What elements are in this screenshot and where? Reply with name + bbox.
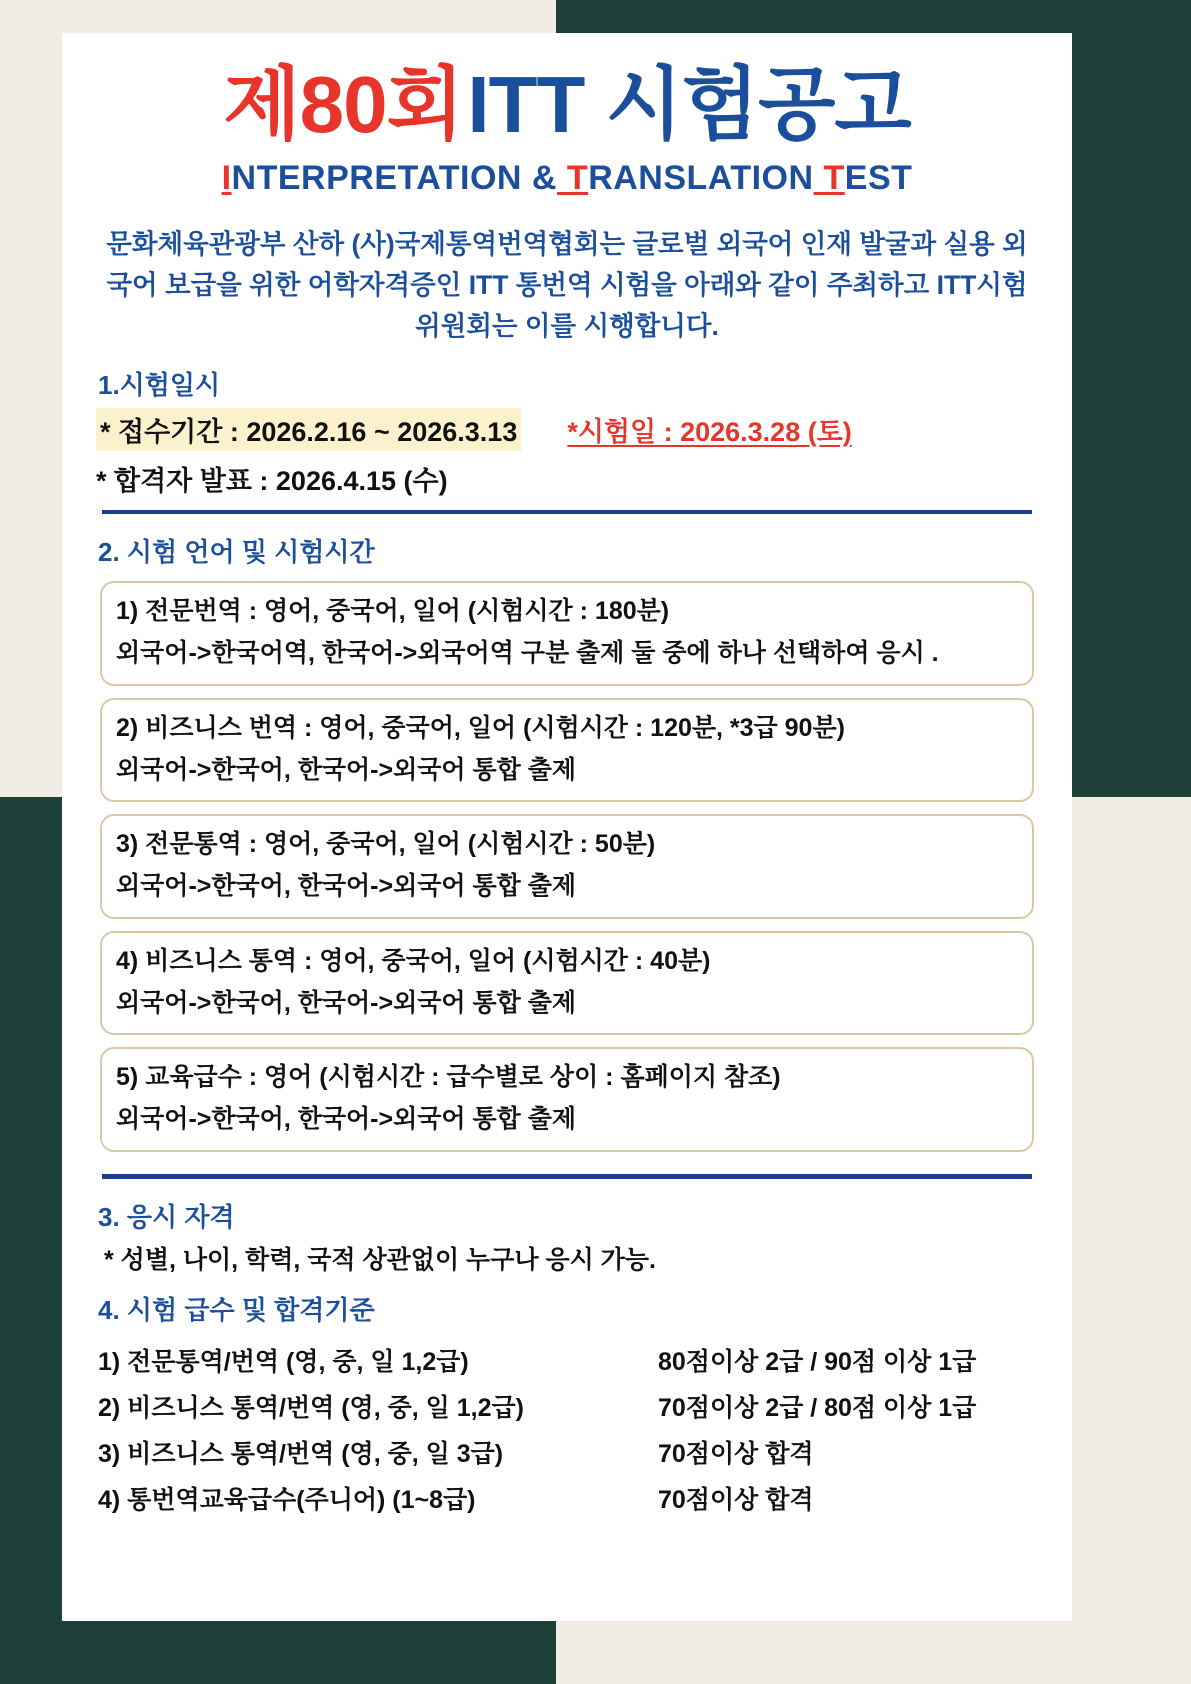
exam-date: *시험일 : 2026.3.28 (토) [567, 417, 852, 448]
result-announcement-date: * 합격자 발표 : 2026.4.15 (수) [96, 466, 448, 497]
eligibility-note: * 성별, 나이, 학력, 국적 상관없이 누구나 응시 가능. [104, 1245, 656, 1274]
subtitle-t2: T [813, 159, 845, 197]
grade-category: 4) 통번역교육급수(주니어) (1~8급) [98, 1485, 476, 1514]
section-3-heading: 3. 응시 자격 [98, 1201, 235, 1232]
exam-type-item [100, 581, 1034, 686]
grade-category: 3) 비즈니스 통역/번역 (영, 중, 일 3급) [98, 1439, 504, 1468]
title-main: ITT 시험공고 [467, 60, 911, 149]
exam-type-title: 3) 전문통역 : 영어, 중국어, 일어 (시험시간 : 50분) [116, 830, 656, 859]
table-row [98, 1475, 1056, 1521]
table-row [98, 1383, 1056, 1429]
section-1-heading: 1.시험일시 [98, 370, 221, 401]
exam-type-item [100, 698, 1034, 803]
grade-criteria-table [98, 1337, 1056, 1521]
grade-criteria: 70점이상 합격 [658, 1485, 814, 1514]
exam-type-item [100, 814, 1034, 919]
exam-type-title: 4) 비즈니스 통역 : 영어, 중국어, 일어 (시험시간 : 40분) [116, 946, 711, 975]
subtitle-ranslation: RANSLATION [588, 159, 814, 197]
divider-2 [102, 1174, 1032, 1179]
divider-1 [102, 510, 1032, 514]
title-edition: 제80회 [223, 60, 463, 149]
intro-paragraph: 문화체육관광부 산하 (사)국제통역번역협회는 글로벌 외국어 인재 발굴과 실용 외국어 보급을 위한 어학자격증인 ITT 통번역 시험을 아래와 같이 주최하고 ITT시험위원회는 이를 시행합니다. [106, 229, 1028, 342]
exam-type-title: 1) 전문번역 : 영어, 중국어, 일어 (시험시간 : 180분) [116, 597, 670, 626]
exam-type-title: 5) 교육급수 : 영어 (시험시간 : 급수별로 상이 : 홈페이지 참조) [116, 1063, 781, 1092]
section-2-heading: 2. 시험 언어 및 시험시간 [98, 537, 375, 568]
subtitle-est: EST [844, 159, 913, 197]
exam-type-item [100, 1047, 1034, 1152]
subtitle-i: I [221, 159, 232, 197]
exam-type-detail: 외국어->한국어, 한국어->외국어 통합 출제 [116, 988, 577, 1017]
page-title [88, 60, 1046, 149]
exam-type-detail: 외국어->한국어, 한국어->외국어 통합 출제 [116, 872, 577, 901]
exam-type-title: 2) 비즈니스 번역 : 영어, 중국어, 일어 (시험시간 : 120분, *3급 90분) [116, 713, 845, 742]
grade-criteria: 70점이상 2급 / 80점 이상 1급 [658, 1393, 977, 1422]
application-period: * 접수기간 : 2026.2.16 ~ 2026.3.13 [96, 408, 521, 451]
grade-criteria: 70점이상 합격 [658, 1439, 814, 1468]
grade-category: 1) 전문통역/번역 (영, 중, 일 1,2급) [98, 1347, 469, 1376]
exam-type-detail: 외국어->한국어, 한국어->외국어 통합 출제 [116, 755, 577, 784]
table-row [98, 1337, 1056, 1383]
subtitle-nterpretation: NTERPRETATION & [231, 159, 557, 197]
exam-type-detail: 외국어->한국어역, 한국어->외국어역 구분 출제 둘 중에 하나 선택하여 응시 . [116, 639, 939, 668]
grade-category: 2) 비즈니스 통역/번역 (영, 중, 일 1,2급) [98, 1393, 524, 1422]
page-subtitle [88, 159, 1046, 198]
subtitle-t1: T [556, 159, 589, 197]
poster-card [62, 33, 1072, 1621]
grade-criteria: 80점이상 2급 / 90점 이상 1급 [658, 1347, 977, 1376]
section-4-heading: 4. 시험 급수 및 합격기준 [98, 1294, 375, 1325]
exam-type-item [100, 931, 1034, 1036]
section-1-dates [96, 408, 1046, 451]
exam-type-detail: 외국어->한국어, 한국어->외국어 통합 출제 [116, 1105, 577, 1134]
table-row [98, 1429, 1056, 1475]
